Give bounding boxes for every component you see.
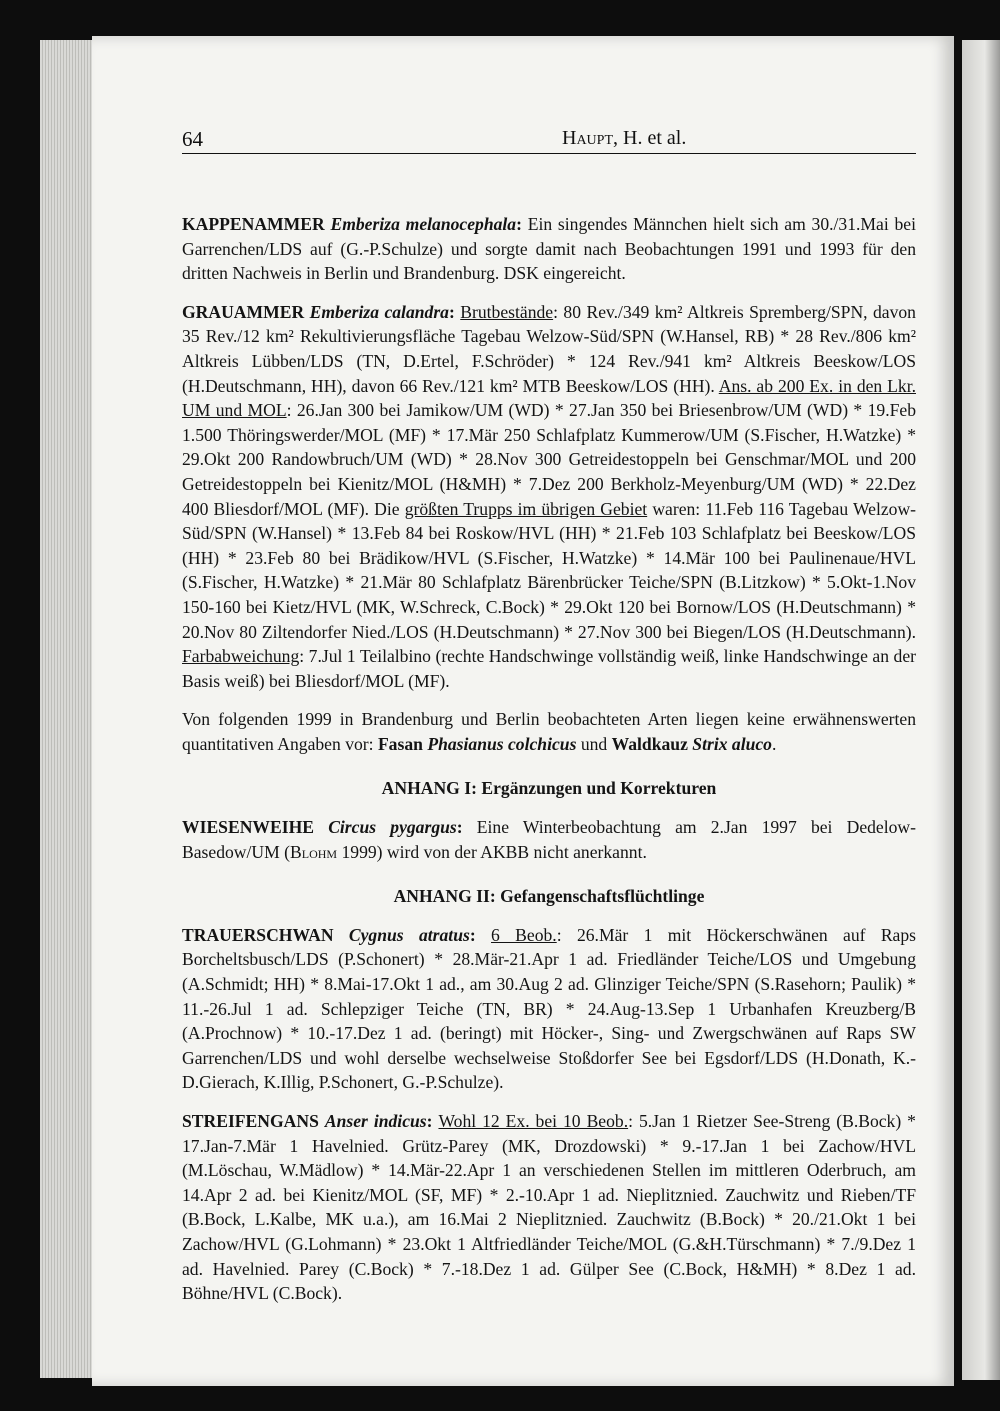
entry-wiesenweihe — [182, 815, 916, 864]
colon: : — [456, 817, 463, 838]
label-groesste-trupps: größten Trupps im übrigen Gebiet — [404, 498, 648, 519]
species-scientific: Emberiza calandra — [309, 301, 449, 322]
species-name: Fasan — [377, 733, 423, 754]
reference-author: Blohm — [290, 841, 338, 862]
species-name: STREIFENGANS — [182, 1111, 319, 1131]
species-name: KAPPENAMMER — [182, 214, 325, 234]
colon: : — [469, 924, 492, 945]
note-and: und — [576, 733, 612, 754]
facing-page-edge — [962, 40, 1000, 1380]
colon: : — [448, 301, 461, 322]
species-scientific: Anser indicus — [324, 1111, 427, 1131]
entry-text: Ein singendes Männchen hielt sich am 30./31.Mai bei Garrenchen/LDS auf (G.-P.Schulze) und sorgte damit nach Beobachtungen 1991 und 1993 für den dritten Nachweis in Berlin und Brandenburg. DSK eingereicht. — [182, 214, 917, 284]
author-name: Haupt — [562, 127, 614, 149]
species-scientific: Strix aluco — [692, 733, 772, 754]
author-rest: , H. et al. — [613, 127, 687, 149]
species-name: WIESENWEIHE — [182, 817, 314, 838]
page-stack-edge — [40, 40, 100, 1378]
label-farbabweichung: Farbabweichung — [182, 646, 300, 667]
running-head — [562, 127, 686, 150]
species-scientific: Circus pygargus — [328, 817, 457, 838]
entry-text: : 5.Jan 1 Rietzer See-Streng (B.Bock) * 17.Jan-7.Mär 1 Havelnied. Grütz-Parey (MK, Drozdowski) * 9.-17.Jan 1 bei Zachow/HVL (M.Löschau, W.Mädlow) * 14.Mär-22.Apr 1 an verschiedenen Stellen im mittleren Oderbruch, am 14.Apr 2 ad. bei Kienitz/MOL (SF, MF) * 2.-10.Apr 1 ad. Nieplitznied. Zauchwitz und Rieben/TF (B.Bock, L.Kalbe, MK u.a.), am 16.Mai 2 Nieplitznied. Zauchwitz (B.Bock) * 20./21.Okt 1 bei Zachow/HVL (G.Lohmann) * 23.Okt 1 Altfriedländer Teiche/MOL (G.&H.Türschmann) * 7./9.Dez 1 ad. Havelnied. Parey (C.Bock) * 7.-18.Dez 1 ad. Gülper See (C.Bock, H&MH) * 8.Dez 1 ad. Böhne/HVL (C.Bock). — [182, 1111, 916, 1304]
label-beobachtungen: Wohl 12 Ex. bei 10 Beob. — [438, 1111, 629, 1131]
note-text: Von folgenden 1999 in Brandenburg und Berlin beobachteten Arten liegen keine erwähnenswerten quantitativen Angaben vor: — [182, 709, 916, 754]
page-header — [182, 115, 916, 154]
entry-trauerschwan — [182, 923, 916, 1095]
species-scientific: Phasianus colchicus — [427, 733, 577, 754]
species-scientific: Cygnus atratus — [348, 924, 470, 945]
colon: : — [516, 214, 522, 234]
entry-text: : 26.Jan 300 bei Jamikow/UM (WD) * 27.Jan 350 bei Briesenbrow/UM (WD) * 19.Feb 1.500 Thöringswerder/MOL (MF) * 17.Mär 250 Schlafplatz Kummerow/UM (S.Fischer, H.Watzke) * 29.Okt 200 Randowbruch/UM (WD) * 28.Nov 300 Getreidestoppeln bei Genschmar/MOL und 200 Getreidestoppeln bei Kienitz/MOL (H&MH) * 7.Dez 200 Berkholz-Meyenburg/UM (WD) * 22.Dez 400 Bliesdorf/MOL (MF). Die — [182, 400, 916, 519]
entry-text: : 26.Mär 1 mit Höckerschwänen auf Raps Borcheltsbusch/LDS (P.Schonert) * 28.Mär-21.Apr 1 ad. Friedländer Teiche/LOS und Umgebung (A.Schmidt; HH) * 8.Mai-17.Okt 1 ad., am 30.Aug 2 ad. Glinziger Teiche/SPN (S.Rasehorn; Paulik) * 11.-26.Jul 1 ad. Schlepziger Teiche (TN, BR) * 24.Aug-13.Sep 1 Urbanhafen Kreuzberg/B (A.Prochnow) * 10.-17.Dez 1 ad. (beringt) mit Höcker-, Sing- und Zwergschwänen auf Raps SW Garrenchen/LDS und wohl derselbe wechselweise Stoßdorfer See bei Egsdorf/LDS (H.Donath, K.-D.Gierach, K.Illig, P.Schonert, G.-P.Schulze). — [182, 924, 917, 1093]
section-title-anhang-1: ANHANG I: Ergänzungen und Korrekturen — [381, 778, 717, 799]
entry-kappenammer — [182, 212, 916, 286]
entry-text: waren: 11.Feb 116 Tagebau Welzow-Süd/SPN (W.Hansel) * 13.Feb 84 bei Roskow/HVL (HH) * 21.Feb 103 Schlafplatz bei Beeskow/LOS (HH) * 23.Feb 80 bei Brädikow/HVL (S.Fischer, H.Watzke) * 14.Mär 100 bei Paulinenaue/HVL (S.Fischer, H.Watzke) * 21.Mär 80 Schlafplatz Bärenbrücker Teiche/SPN (B.Litzkow) * 5.Okt-1.Nov 150-160 bei Kietz/HVL (MK, W.Schreck, C.Bock) * 29.Okt 120 bei Bornow/LOS (H.Deutschmann) * 20.Nov 80 Ziltendorfer Nied./LOS (H.Deutschmann) * 27.Nov 300 bei Biegen/LOS (H.Deutschmann). — [182, 498, 917, 642]
colon: : — [426, 1111, 439, 1131]
label-brutbestaende: Brutbestände — [460, 301, 554, 322]
entry-text: : 7.Jul 1 Teilalbino (rechte Handschwinge vollständig weiß, linke Handschwinge an der Basis weiß) bei Bliesdorf/MOL (MF). — [182, 646, 916, 691]
page-content — [182, 212, 916, 1320]
species-name: Waldkauz — [611, 733, 688, 754]
label-ansammlungen: Ans. ab 200 Ex. in den Lkr. UM und MOL — [182, 375, 916, 421]
note-paragraph — [182, 707, 916, 756]
note-end: . — [771, 733, 777, 754]
label-beobachtungen: 6 Beob. — [491, 924, 557, 945]
entry-grauammer — [182, 300, 916, 694]
species-scientific: Emberiza melanocephala — [330, 214, 517, 234]
species-name: TRAUERSCHWAN — [182, 924, 334, 945]
entry-text: Eine Winterbeobachtung am 2.Jan 1997 bei Dedelow-Basedow/UM ( — [182, 817, 916, 862]
page-number: 64 — [182, 127, 203, 151]
entry-text: 1999) wird von der AKBB nicht anerkannt. — [337, 841, 647, 862]
entry-streifengans — [182, 1109, 916, 1306]
entry-text: : 80 Rev./349 km² Altkreis Spremberg/SPN, davon 35 Rev./12 km² Rekultivierungsfläche Tagebau Welzow-Süd/SPN (W.Hansel, RB) * 28 Rev./806 km² Altkreis Lübben/LDS (TN, D.Ertel, F.Schröder) * 124 Rev./941 km² Altkreis Beeskow/LOS (H.Deutschmann, HH), davon 66 Rev./121 km² MTB Beeskow/LOS (HH). — [182, 301, 916, 396]
species-name: GRAUAMMER — [182, 301, 305, 322]
section-title-anhang-2: ANHANG II: Gefangenschaftsflüchtlinge — [393, 886, 705, 907]
